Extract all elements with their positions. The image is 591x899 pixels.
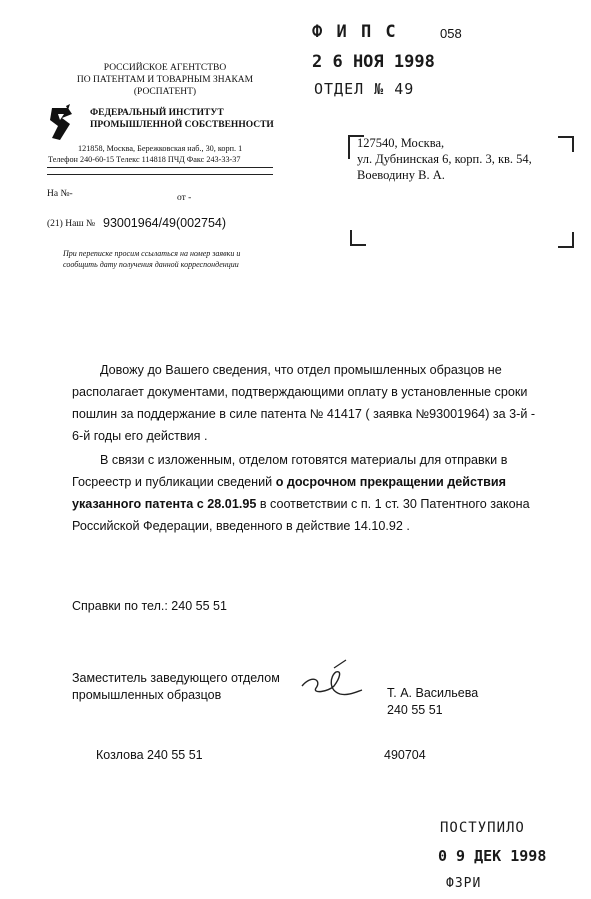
agency-line-3: (РОСПАТЕНТ) [133, 87, 197, 97]
agency-line-2: ПО ПАТЕНТАМ И ТОВАРНЫМ ЗНАКАМ [76, 75, 254, 85]
address-corner-tr [558, 136, 574, 152]
handwritten-signature [298, 656, 368, 702]
correspondence-note [63, 248, 240, 270]
received-stamp-office: ФЗРИ [446, 876, 482, 891]
institute-logo [46, 104, 76, 142]
signatory-name: Т. А. Васильева [387, 686, 479, 700]
application-no-label: (21) Наш № [47, 219, 96, 229]
stamp-dept: ОТДЕЛ № 49 [314, 80, 415, 98]
divider-line [47, 174, 273, 175]
paragraph-2 [72, 449, 542, 537]
agency-name [60, 62, 270, 98]
signatory-phone: 240 55 51 [387, 703, 443, 717]
recipient-line-1: 127540, Москва, [357, 136, 445, 150]
paragraph-1: Довожу до Вашего сведения, что отдел промышленных образцов не располагает документами, подтверждающими оплату в установленные сроки пошлин за поддержание в силе патента № 41417 ( заявка №93001964) за 3-й - 6-й годы его действия . [72, 363, 536, 443]
application-no-value: 93001964/49(002754) [103, 216, 227, 230]
inquiry-phone: Справки по тел.: 240 55 51 [72, 599, 227, 613]
stamp-number: 058 [440, 26, 462, 41]
letter-body [72, 359, 542, 537]
paragraph-2-end: в соответствии с п. 1 ст. 30 Патентного закона Российской Федерации, введенного в действие 14.10.92 . [72, 497, 530, 533]
note-line-1: При переписке просим ссылаться на номер заявки и [63, 249, 241, 258]
recipient-address [357, 135, 532, 183]
paragraph-2-bold: о досрочном прекращении действия указанного патента с 28.01.95 [72, 475, 507, 511]
institute-line-1: ФЕДЕРАЛЬНЫЙ ИНСТИТУТ [90, 108, 224, 118]
divider-line [47, 167, 273, 168]
address-corner-bl [350, 230, 366, 246]
note-line-2: сообщить дату получения данной корреспонденции [63, 260, 239, 269]
signatory [387, 685, 478, 719]
executor-contact: Козлова 240 55 51 [96, 748, 203, 762]
institute-contacts: Телефон 240-60-15 Телекс 114818 ПЧД Факс 243-33-37 [48, 155, 241, 164]
address-corner-br [558, 232, 574, 248]
stamp-org: Ф И П С [312, 22, 398, 42]
signatory-title-line-2: промышленных образцов [72, 688, 222, 702]
recipient-line-2: ул. Дубнинская 6, корп. 3, кв. 54, [357, 152, 532, 166]
received-stamp-label: ПОСТУПИЛО [440, 820, 525, 836]
agency-line-1: РОССИЙСКОЕ АГЕНТСТВО [103, 63, 227, 73]
institute-address: 121858, Москва, Бережковская наб., 30, корп. 1 [78, 144, 243, 153]
date-ref-label: от - [177, 193, 192, 203]
recipient-line-3: Воеводину В. А. [357, 168, 445, 182]
signatory-title-line-1: Заместитель заведующего отделом [72, 671, 280, 685]
paragraph-2-start: В связи с изложенным, отделом готовятся материалы для отправки в Госреестр и публикации сведений [72, 453, 508, 489]
institute-name [90, 107, 274, 131]
received-stamp-date: 0 9 ДЕК 1998 [438, 847, 547, 865]
stamp-date: 2 6 НОЯ 1998 [312, 52, 435, 72]
our-ref-label: На №- [47, 189, 73, 199]
document-code: 490704 [384, 748, 426, 762]
institute-line-2: ПРОМЫШЛЕННОЙ СОБСТВЕННОСТИ [90, 120, 274, 130]
signatory-title [72, 670, 280, 704]
